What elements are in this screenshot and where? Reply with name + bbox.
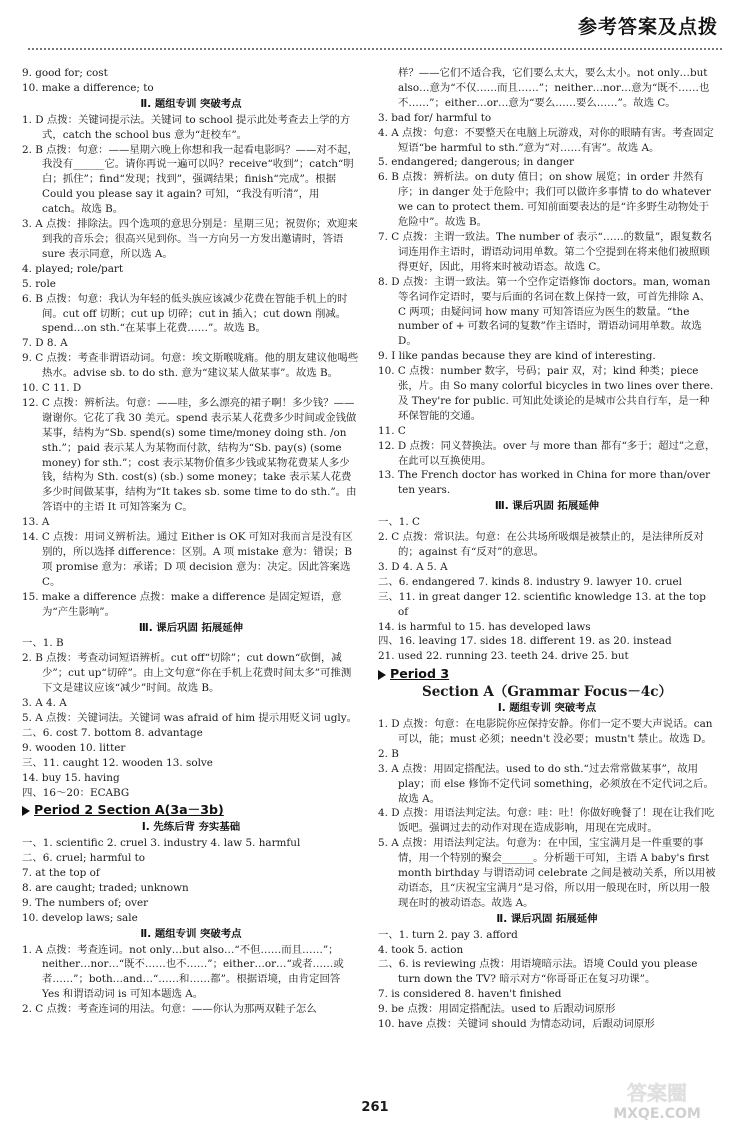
- section-heading: Ⅱ. 题组专训 突破考点: [140, 97, 242, 110]
- period-heading: [378, 667, 716, 682]
- answer-item: 3. D 4. A 5. A: [378, 560, 448, 573]
- answer-item: 14. buy 15. having: [22, 771, 120, 784]
- period-title: Period 2 Section A(3a－3b): [34, 802, 224, 818]
- answer-item: 7. at the top of: [22, 867, 100, 880]
- triangle-marker-icon: [22, 806, 30, 816]
- answer-item: 一、1. B: [22, 637, 64, 650]
- answer-item: 10. develop laws; sale: [22, 911, 138, 924]
- answer-item: 1. D 点拨：关键词提示法。关键词 to school 提示此处考查去上学的方式，catch the school bus 意为“赶校车”。: [22, 113, 351, 141]
- watermark-logo: [582, 1078, 732, 1122]
- answer-continuation: 样？——它们不适合我，它们要么太大，要么太小。not only…but also…意为“不仅……而且……”；neither…nor…意为“既不……也不……”；either…or…意为“要么……要么……”。故选 C。: [398, 67, 710, 109]
- answer-item: 6. B 点拨：句意：我认为年轻的低头族应该减少花费在智能手机上的时间。cut off 切断；cut up 切碎；cut in 插入；cut down 削减。spend…on sth.“在某事上花费……”。故选 B。: [22, 292, 348, 335]
- svg-text:答案圈: 答案圈: [627, 1081, 687, 1105]
- answer-item: 四、16～20：ECABG: [22, 786, 130, 799]
- answer-item: 15. make a difference 点拨：make a difference 是固定短语，意为“产生影响”。: [22, 590, 342, 618]
- section-heading: Ⅲ. 课后巩固 拓展延伸: [138, 621, 244, 634]
- period-title: Period 3: [390, 666, 450, 682]
- header-divider: [28, 48, 722, 50]
- answer-item: 8. are caught; traded; unknown: [22, 881, 189, 894]
- page-header: [28, 10, 722, 56]
- answer-item: 10. have 点拨：关键词 should 为情态动词，后跟动词原形: [378, 1018, 655, 1031]
- section-heading: Ⅰ. 先练后背 夯实基础: [141, 821, 241, 834]
- left-column: [22, 66, 360, 1096]
- answer-item: 9. The numbers of; over: [22, 896, 149, 909]
- answer-item: 三、11. in great danger 12. scientific knowledge 13. at the top of: [378, 590, 706, 618]
- answer-item: 7. D 8. A: [22, 337, 68, 350]
- period-heading: [22, 803, 360, 818]
- answer-item: 10. make a difference; to: [22, 81, 154, 94]
- answer-item: 10. C 点拨：number 数字，号码；pair 双，对；kind 种类；piece 张，片。由 So many colorful bicycles in two lines over there. 及 They're for public. 可知此处谈论的是城市公共自行车，是一种环保智能的交通。: [378, 365, 714, 422]
- answer-item: 7. is considered 8. haven't finished: [378, 988, 562, 1001]
- section-heading: Ⅱ. 题组专训 突破考点: [140, 927, 242, 940]
- answer-item: 9. good for; cost: [22, 67, 108, 79]
- answer-item: 3. A 点拨：用固定搭配法。used to do sth.“过去常常做某事”，故用 play；而 else 修饰不定代词 something，必须放在不定代词之后。故选 A。: [378, 762, 714, 805]
- answer-item: 14. C 点拨：用词义辨析法。通过 Either is OK 可知对我而言是没有区别的，所以选择 difference：区别。A 项 mistake 意为：错误；B 项 promise 意为：承诺；D 项 decision 意为：决定。因此答案选 C。: [22, 531, 353, 588]
- answer-item: 13. The French doctor has worked in China for more than/over ten years.: [378, 469, 711, 497]
- answer-item: 二、6. endangered 7. kinds 8. industry 9. lawyer 10. cruel: [378, 575, 682, 588]
- answer-item: 1. A 点拨：考查连词。not only…but also…“不但……而且……”；neither…nor…“既不……也不……”；either…or…“或者……或者……”；both…and…“……和……都”。根据语境，由肯定回答 Yes 和谓语动词 is 可知本题选 A。: [22, 943, 344, 1001]
- answer-item: 2. C 点拨：考查连词的用法。句意：——你认为那两双鞋子怎么: [22, 1003, 317, 1016]
- answer-item: 10. C 11. D: [22, 382, 82, 395]
- answer-item: 4. played; role/part: [22, 262, 124, 275]
- section-heading: Ⅰ. 题组专训 突破考点: [497, 702, 597, 715]
- triangle-marker-icon: [378, 670, 386, 680]
- answer-item: 8. D 点拨：主谓一致法。第一个空作定语修饰 doctors。man, woman 等名词作定语时，要与后面的名词在数上保持一致，可首先排除 A、C 两项；由疑问词 how many 可知答语应为医生的数量。“the number of + 可数名词的复数”作主语时，谓语动词用单数。故选 D。: [378, 275, 711, 348]
- answer-item: 二、6. is reviewing 点拨：用语境暗示法。语境 Could you please turn down the TV? 暗示对方“你哥哥正在复习功课”。: [378, 958, 698, 986]
- answer-item: 1. D 点拨：句意：在电影院你应保持安静。你们一定不要大声说话。can 可以，能；must 必须；needn't 没必要；mustn't 禁止。故选 D。: [378, 717, 713, 745]
- section-title: Section A（Grammar Focus－4c）: [421, 684, 673, 701]
- answer-item: 14. is harmful to 15. has developed laws: [378, 620, 591, 633]
- answer-item: 6. B 点拨：辨析法。on duty 值日；on show 展览；in order 井然有序；in danger 处于危险中；我们可以做许多事情 to do whatever we can to protect them. 可知前面要表达的是“许多野生动物处于危险中”。故选 B。: [378, 171, 711, 229]
- answer-item: 二、6. cost 7. bottom 8. advantage: [22, 726, 203, 739]
- answer-item: 5. A 点拨：关键词法。关键词 was afraid of him 提示用贬义词 ugly。: [22, 711, 357, 724]
- answer-item: 四、16. leaving 17. sides 18. different 19. as 20. instead: [378, 635, 672, 648]
- answer-item: 3. bad for/ harmful to: [378, 111, 492, 124]
- answer-item: 9. I like pandas because they are kind of interesting.: [378, 350, 656, 363]
- answer-item: 4. A 点拨：句意：不要整天在电脑上玩游戏，对你的眼睛有害。考查固定短语“be harmful to sth.”意为“对……有害”。故选 A。: [378, 126, 714, 154]
- answer-item: 一、1. turn 2. pay 3. afford: [378, 928, 518, 941]
- answer-item: 7. C 点拨：主谓一致法。The number of 表示“……的数量”，跟复数名词连用作主语时，谓语动词用单数。第二个空提到在将来他们被照顾得更好，因此，用将来时被动语态。故选 C。: [378, 230, 713, 273]
- svg-text:MXQE.COM: MXQE.COM: [613, 1106, 701, 1122]
- answer-item: 9. be 点拨：用固定搭配法。used to 后跟动词原形: [378, 1003, 616, 1016]
- answer-item: 5. A 点拨：用语法判定法。句意为：在中国，宝宝满月是一件重要的事情，用一个特别的聚会______。分析题干可知，主语 A baby's first month birthday 与谓语动词 celebrate 之间是被动关系，所以用被动语态，且“庆祝宝宝满月”是习俗，所以用一般现在时，所以用一般现在时的被动语态。故选 A。: [378, 837, 716, 909]
- answer-item: 9. C 点拨：考查非谓语动词。句意：埃文斯喉咙痛。他的朋友建议他喝些热水。advise sb. to do sth. 意为“建议某人做某事”。故选 B。: [22, 352, 359, 380]
- answer-item: 2. B 点拨：句意：——星期六晚上你想和我一起看电影吗？——对不起，我没有______它。请你再说一遍可以吗？receive“收到”；catch“明白；抓住”；find“发现；找到”，强调结果；finish“完成”。根据 Could you please say it again? 可知，“我没有听清”，用 catch。故选 B。: [22, 143, 358, 216]
- answer-item: 2. B 点拨：考查动词短语辨析。cut off“切除”；cut down“砍倒，减少”；cut up“切碎”。由上文句意“你在手机上花费时间太多”可推测下文是建议应该“减少”时间。故选 B。: [22, 652, 352, 695]
- page-number: 261: [361, 1100, 389, 1115]
- answer-item: 3. A 4. A: [22, 697, 67, 710]
- answer-item: 21. used 22. running 23. teeth 24. drive 25. but: [378, 650, 629, 663]
- answer-item: 9. wooden 10. litter: [22, 741, 126, 754]
- answer-item: 4. D 点拨：用语法判定法。句意：哇：吐！你做好晚餐了！现在让我们吃饭吧。强调过去的动作对现在造成影响，用现在完成时。: [378, 807, 715, 835]
- right-column: [378, 66, 716, 1096]
- answer-item: 3. A 点拨：排除法。四个选项的意思分别是：星期三见；祝贺你；欢迎来到我的音乐会；很高兴见到你。当一方向另一方发出邀请时，答语 sure 表示同意，所以选 A。: [22, 218, 358, 260]
- answer-item: 5. endangered; dangerous; in danger: [378, 156, 574, 169]
- answer-item: 一、1. scientific 2. cruel 3. industry 4. law 5. harmful: [22, 837, 301, 850]
- answer-item: 一、1. C: [378, 516, 420, 529]
- answer-item: 5. role: [22, 277, 56, 290]
- answer-item: 三、11. caught 12. wooden 13. solve: [22, 756, 213, 769]
- answer-item: 2. C 点拨：常识法。句意：在公共场所吸烟是被禁止的，是法律所反对的；against 有“反对”的意思。: [378, 531, 704, 558]
- answer-item: 4. took 5. action: [378, 943, 464, 956]
- section-heading: Ⅲ. 课后巩固 拓展延伸: [494, 500, 600, 513]
- answer-item: 二、6. cruel; harmful to: [22, 852, 146, 865]
- answer-item: 2. B: [378, 747, 399, 760]
- answer-item: 12. D 点拨：同义替换法。over 与 more than 都有“多于；超过”之意，在此可以互换使用。: [378, 439, 716, 467]
- section-heading: Ⅱ. 课后巩固 拓展延伸: [496, 912, 598, 925]
- answer-item: 11. C: [378, 424, 406, 437]
- header-title: 参考答案及点拨: [577, 16, 718, 38]
- answer-item: 12. C 点拨：辨析法。句意：——哇，多么漂亮的裙子啊！多少钱？——谢谢你。它花了我 30 美元。spend 表示某人花费多少时间或金钱做某事，结构为“Sb. spend(s) some time/money doing sth. /on sth.”；paid 表示某人为某物而付款，结构为“Sb. pay(s) (some money) for sth.”；cost 表示某物价值多少钱或某物花费某人多少钱，结构为 Sth. cost(s) (sb.) some money；take 表示某人花费多少时间做某事，结构为“It takes sb. some time to do sth.”。由答语中的主语 It 可知答案为 C。: [22, 396, 357, 514]
- answer-item: 13. A: [22, 516, 50, 529]
